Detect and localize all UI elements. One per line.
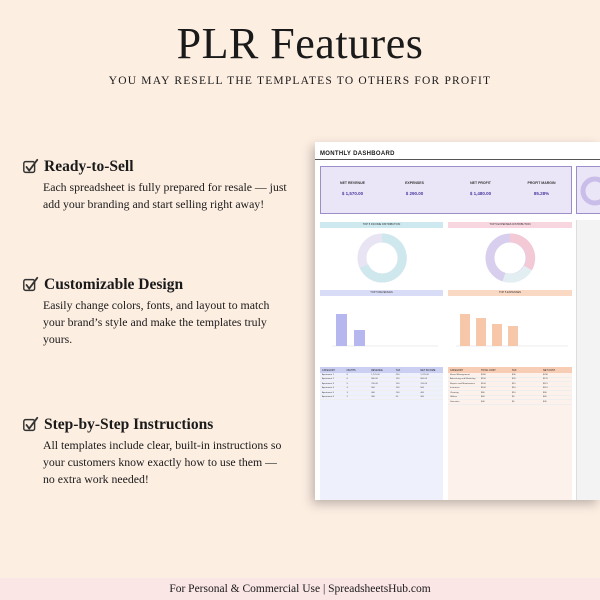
feature-title: Customizable Design (44, 276, 184, 293)
income-distribution-card (320, 222, 443, 286)
bar-chart (448, 296, 572, 364)
table-cell: Apartment 1 (322, 373, 334, 376)
table-row (448, 400, 572, 405)
bar-chart (320, 296, 443, 364)
column-header: NET COST (543, 368, 556, 372)
column-header: REVENUE (371, 368, 383, 372)
kpi-label: NET PROFIT (470, 181, 491, 185)
table-cell: $65 (543, 396, 547, 399)
table-cell: $60 (481, 396, 485, 399)
table-cell: Apartment 6 (322, 396, 334, 399)
income-table (320, 367, 443, 500)
right-chart-strip (576, 220, 600, 500)
card-title: TOP 5 REVENUES (320, 290, 443, 296)
table-cell: 300 (371, 396, 375, 399)
expense-table (448, 367, 572, 500)
kpi-value: $ 290.00 (405, 191, 424, 196)
footer: For Personal & Commercial Use | SpreadsheetsHub.com (0, 578, 600, 600)
table-cell: 5 (346, 382, 348, 385)
table-cell: $90 (543, 391, 547, 394)
table-cell: 6 (346, 378, 348, 381)
dashboard-preview (315, 142, 600, 500)
table-cell: 4 (346, 387, 348, 390)
table-cell: 150 (395, 378, 400, 381)
column-header: CATEGORY (322, 368, 336, 372)
table-cell: Apartment 3 (322, 382, 334, 385)
kpi-profit-margin (514, 181, 569, 196)
check-icon (22, 416, 40, 434)
divider (315, 159, 600, 160)
table-cell: 300 (420, 396, 425, 399)
top-expenses-card (448, 290, 572, 364)
table-cell: Utilities (450, 396, 458, 399)
kpi-net-profit (453, 181, 508, 196)
table-cell: 700.00 (420, 382, 428, 385)
kpi-value: 85.28% (533, 191, 550, 196)
table-cell: 250 (395, 373, 400, 376)
kpi-panel (320, 166, 572, 214)
feature-title: Step-by-Step Instructions (44, 416, 214, 433)
column-header: NIGHTS (346, 368, 356, 372)
column-header: TAX (512, 368, 517, 372)
table-cell: $5 (512, 396, 515, 399)
kpi-value: $ 1,570.00 (341, 191, 364, 196)
table-cell: Groceries (450, 400, 460, 403)
column-header: NET INCOME (420, 368, 436, 372)
table-cell: $115 (543, 382, 548, 385)
feature-description: All templates include clear, built-in instructions so your customers know exactly how to use them — no extra work needed! (43, 438, 282, 486)
table-cell: 2 (346, 396, 348, 399)
table-cell: 500 (371, 387, 375, 390)
page-title: PLR Features (176, 19, 424, 68)
check-icon (22, 276, 40, 294)
table-cell: Cleaning (450, 391, 459, 394)
table-cell: $10 (512, 391, 516, 394)
table-cell: 900.00 (420, 378, 428, 381)
feature-customizable-design (22, 276, 287, 348)
card-title: TOP 5 EXPENSES DISTRIBUTION (448, 222, 572, 228)
dashboard-title: MONTHLY DASHBOARD (320, 151, 395, 157)
table-cell: $150 (481, 378, 486, 381)
table-cell: Insurance (450, 387, 460, 390)
table-cell: $100 (481, 382, 486, 385)
table-cell: 100 (395, 382, 400, 385)
page-subtitle: YOU MAY RESELL THE TEMPLATES TO OTHERS FOR PROFIT (108, 75, 492, 87)
donut-chart (448, 228, 572, 286)
table-cell: 3 (346, 391, 348, 394)
card-title: TOP 5 EXPENSES (448, 290, 572, 296)
feature-title: Ready-to-Sell (44, 158, 134, 175)
table-cell: Repairs and Maintenance (450, 382, 475, 385)
top-revenues-card (320, 290, 443, 364)
column-header: CATEGORY (450, 368, 464, 372)
kpi-label: EXPENSES (405, 181, 424, 185)
table-cell: 8 (346, 373, 348, 376)
table-cell: $40 (481, 400, 485, 403)
card-title: TOP 5 INCOME DISTRIBUTION (320, 222, 443, 228)
table-cell: Apartment 2 (322, 378, 334, 381)
table-cell: 100 (395, 391, 400, 394)
table-cell: $20 (512, 378, 516, 381)
table-cell: $170 (543, 378, 548, 381)
table-cell: 400 (420, 391, 425, 394)
table-cell: 100 (395, 387, 400, 390)
table-cell: 700.00 (371, 382, 378, 385)
kpi-label: NET REVENUE (340, 181, 365, 185)
table-cell: $10 (512, 387, 516, 390)
table-cell: 1,270.00 (371, 373, 380, 376)
table-cell: Apartment 5 (322, 391, 334, 394)
table-cell: 500 (420, 387, 425, 390)
donut-chart-icon (577, 167, 600, 215)
table-cell: 900.00 (371, 378, 378, 381)
table-cell: $110 (543, 387, 548, 390)
kpi-value: $ 1,480.00 (469, 191, 492, 196)
column-header: TOTAL COST (481, 368, 496, 372)
kpi-expenses (387, 181, 442, 196)
table-cell: $200 (481, 373, 486, 376)
table-cell: $80 (481, 391, 485, 394)
table-cell: $230 (543, 373, 548, 376)
table-cell: $45 (543, 400, 547, 403)
feature-step-by-step (22, 416, 287, 488)
kpi-net-revenue (325, 181, 380, 196)
table-cell: $5 (512, 400, 515, 403)
table-cell: 1,270.00 (420, 373, 429, 376)
table-cell: Rental Management (450, 373, 470, 376)
table-cell: $15 (512, 382, 516, 385)
table-cell: 50 (395, 396, 399, 399)
feature-description: Each spreadsheet is fully prepared for resale — just add your branding and start selling right away! (43, 180, 287, 211)
feature-description: Easily change colors, fonts, and layout to match your brand’s style and make the templates truly yours. (43, 298, 270, 346)
expense-distribution-card (448, 222, 572, 286)
column-header: TAX (395, 368, 401, 372)
table-row (320, 396, 443, 401)
side-panel (576, 166, 600, 214)
table-cell: Advertising and Marketing (450, 378, 476, 381)
table-cell: $100 (481, 387, 486, 390)
donut-chart (320, 228, 443, 286)
feature-ready-to-sell (22, 158, 287, 213)
table-cell: $30 (512, 373, 516, 376)
table-cell: 400 (371, 391, 375, 394)
kpi-label: PROFIT MARGIN (527, 181, 556, 185)
table-cell: Apartment 4 (322, 387, 334, 390)
check-icon (22, 158, 40, 176)
